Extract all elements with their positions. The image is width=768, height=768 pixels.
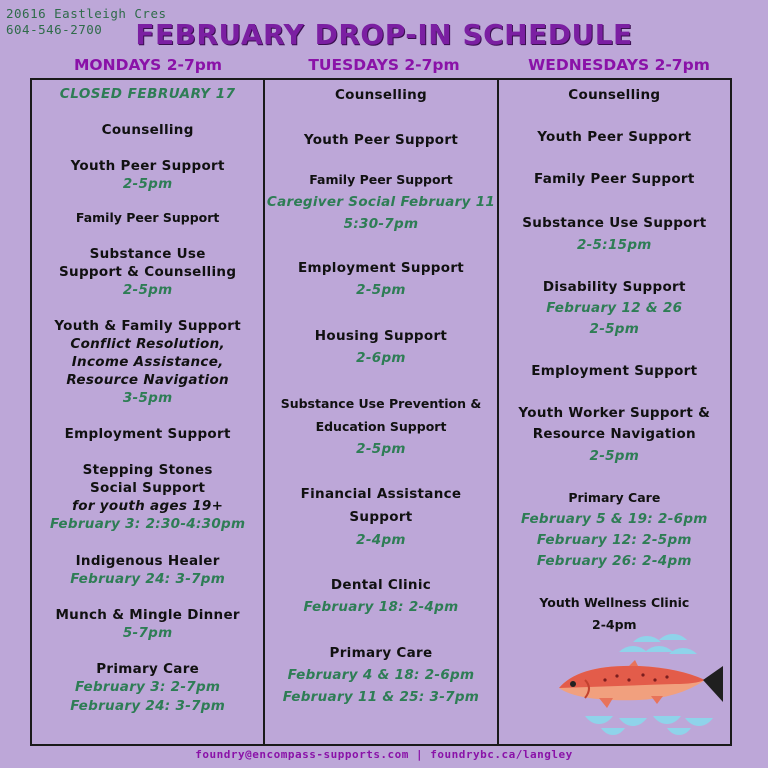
service-time: February 26: 2-4pm (536, 553, 692, 569)
service-title: Indigenous Healer (75, 553, 220, 569)
service-time: February 24: 3-7pm (70, 571, 226, 587)
service-financial-assistance (265, 483, 496, 551)
service-time: February 12: 2-5pm (536, 532, 692, 548)
service-title: Primary Care (96, 661, 200, 677)
service-time: 2-5:15pm (576, 237, 652, 253)
service-primary-care (499, 487, 730, 572)
service-time: Caregiver Social February 11 (266, 194, 496, 210)
service-counselling (32, 121, 263, 139)
service-time: 2-4pm (356, 532, 406, 548)
service-title: Financial Assistance (300, 486, 462, 502)
service-time: February 18: 2-4pm (303, 599, 459, 615)
service-indigenous-healer (32, 552, 263, 589)
monday-column (32, 80, 263, 744)
day-header-monday: MONDAYS 2-7pm (74, 56, 222, 74)
service-title: Substance Use Prevention & (280, 396, 482, 411)
service-counselling (499, 86, 730, 104)
service-title: Family Peer Support (309, 172, 453, 187)
service-title: Employment Support (297, 260, 465, 276)
service-family-peer-support (499, 170, 730, 188)
service-title: Youth Wellness Clinic (539, 595, 690, 610)
service-detail: Conflict Resolution, (70, 336, 225, 352)
service-housing-support (265, 325, 496, 369)
service-substance-use-prevention (265, 392, 496, 460)
service-dental-clinic (265, 574, 496, 618)
service-title: Youth Peer Support (70, 158, 225, 174)
service-time: February 3: 2-7pm (75, 679, 221, 695)
service-youth-peer-support (32, 157, 263, 194)
service-youth-peer-support (265, 131, 496, 149)
service-employment-support (265, 257, 496, 301)
phone-number: 604-546-2700 (6, 22, 103, 37)
service-detail: for youth ages 19+ (72, 498, 224, 514)
service-title: Housing Support (314, 328, 448, 344)
service-time: 2-5pm (356, 282, 406, 298)
service-title: Munch & Mingle Dinner (55, 607, 240, 623)
service-time: 5:30-7pm (343, 216, 419, 232)
service-primary-care (265, 642, 496, 708)
service-disability-support (499, 276, 730, 340)
service-title: Employment Support (64, 426, 231, 442)
service-family-peer-support (265, 168, 496, 235)
service-time: 2-5pm (122, 282, 173, 298)
service-detail: Income Assistance, (71, 354, 224, 370)
service-title: Family Peer Support (75, 210, 220, 225)
day-header-tuesday: TUESDAYS 2-7pm (308, 56, 460, 74)
service-time: February 4 & 18: 2-6pm (287, 667, 475, 683)
service-time: 2-6pm (356, 350, 406, 366)
service-time: February 24: 3-7pm (70, 698, 226, 714)
service-substance-use (32, 245, 263, 300)
service-time: 2-4pm (592, 617, 637, 632)
service-employment-support (32, 425, 263, 443)
service-title: Social Support (90, 480, 206, 496)
day-header-wednesday: WEDNESDAYS 2-7pm (528, 56, 710, 74)
service-title: Youth & Family Support (54, 318, 241, 334)
service-title: Education Support (315, 419, 447, 434)
service-time: February 12 & 26 (546, 300, 683, 316)
service-counselling (265, 86, 496, 104)
service-title: Disability Support (542, 279, 686, 295)
service-title: Substance Use (89, 246, 206, 262)
service-title: Youth Peer Support (537, 129, 692, 145)
service-title: Primary Care (568, 490, 661, 505)
service-title: Employment Support (531, 363, 698, 379)
service-time: February 5 & 19: 2-6pm (520, 511, 708, 527)
page-title: FEBRUARY DROP-IN SCHEDULE (135, 18, 633, 51)
service-youth-worker-support (499, 403, 730, 467)
service-title: Support (349, 509, 413, 525)
service-detail: Resource Navigation (66, 372, 229, 388)
service-title: Substance Use Support (522, 215, 707, 231)
service-title: Support & Counselling (59, 264, 237, 280)
closed-notice: CLOSED FEBRUARY 17 (59, 86, 236, 102)
service-time: 2-5pm (589, 448, 640, 464)
service-title: Counselling (568, 87, 661, 103)
footer-contact: foundry@encompass-supports.com | foundrybc.ca/langley (195, 748, 573, 761)
service-family-peer-support (32, 209, 263, 227)
street-address: 20616 Eastleigh Cres (6, 6, 167, 21)
service-title: Youth Worker Support & (518, 405, 711, 421)
service-youth-peer-support (499, 128, 730, 146)
service-title: Counselling (101, 122, 194, 138)
service-time: 2-5pm (589, 321, 640, 337)
service-munch-mingle (32, 606, 263, 643)
service-time: 3-5pm (122, 390, 173, 406)
service-time: February 11 & 25: 3-7pm (282, 689, 480, 705)
service-time: 2-5pm (122, 176, 173, 192)
service-stepping-stones (32, 461, 263, 534)
service-substance-use-support (499, 212, 730, 256)
service-title: Primary Care (329, 645, 433, 661)
service-title: Counselling (334, 87, 428, 103)
service-time: February 3: 2:30-4:30pm (49, 516, 246, 532)
service-title: Stepping Stones (82, 462, 213, 478)
salmon-fish-icon (555, 628, 725, 738)
service-youth-family-support (32, 317, 263, 408)
service-time: 2-5pm (356, 441, 406, 457)
service-title: Resource Navigation (532, 426, 696, 442)
service-title: Family Peer Support (533, 171, 695, 187)
service-employment-support (499, 360, 730, 382)
service-primary-care (32, 660, 263, 716)
service-title: Youth Peer Support (303, 132, 459, 148)
service-time: 5-7pm (122, 625, 173, 641)
tuesday-column (263, 80, 496, 744)
service-title: Dental Clinic (330, 577, 432, 593)
